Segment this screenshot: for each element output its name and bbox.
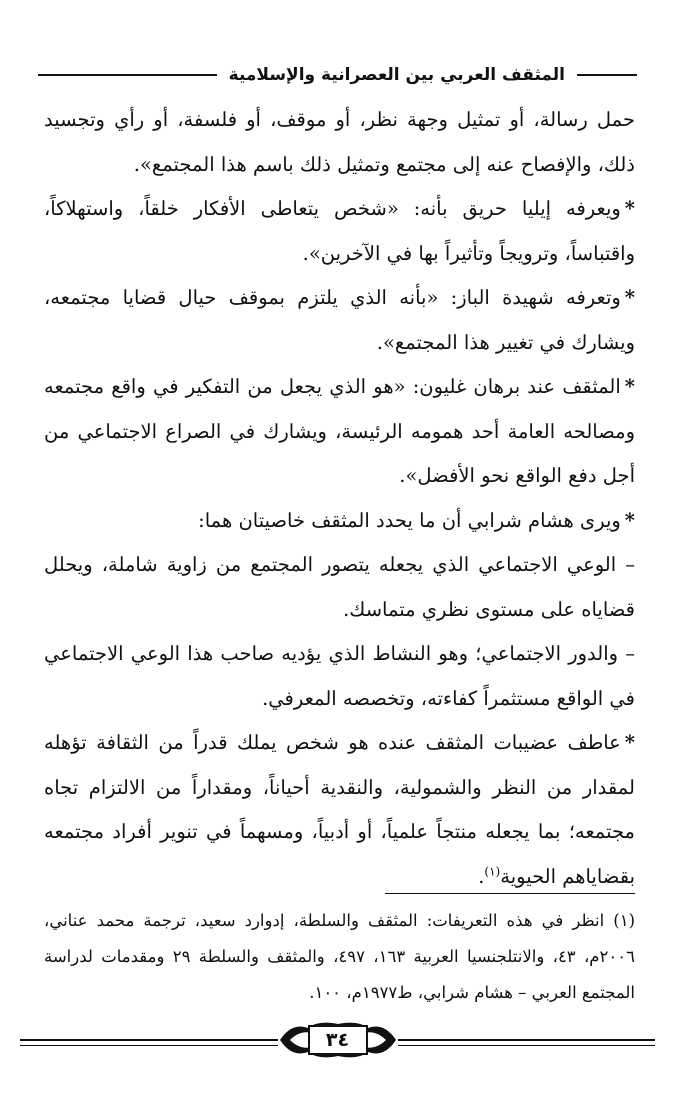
page-body xyxy=(44,98,635,899)
page-number: ٣٤ xyxy=(308,1025,368,1055)
running-header-title: المثقف العربي بين العصرانية والإسلامية xyxy=(228,65,565,85)
footnotes xyxy=(44,903,635,1011)
body-paragraph: – والدور الاجتماعي؛ وهو النشاط الذي يؤديه صاحب هذا الوعي الاجتماعي في الواقع مستثمراً كفاءته، وتخصصه المعرفي. xyxy=(44,642,635,710)
footer-rule-left xyxy=(20,1039,278,1041)
running-header xyxy=(38,58,637,92)
footnote-text: (١) انظر في هذه التعريفات: المثقف والسلطة، إدوارد سعيد، ترجمة محمد عناني، ٢٠٠٦م، ٤٣، والانتلجنسيا العربية ١٦٣، ٤٩٧، والمثقف والسلطة ٢٩ ومقدمات لدراسة المجتمع العربي – هشام شرابي، ط١٩٧٧م، ١٠٠. xyxy=(44,911,635,1002)
page-footer xyxy=(20,1014,655,1066)
body-paragraph: *المثقف عند برهان غليون: «هو الذي يجعل من التفكير في واقع مجتمعه ومصالحه العامة أحد همومه الرئيسة، ويشارك في الصراع الاجتماعي من أجل دفع الواقع نحو الأفضل». xyxy=(44,375,635,487)
bullet-star: * xyxy=(624,375,635,398)
bullet-star: * xyxy=(624,508,635,532)
bullet-star: * xyxy=(624,197,635,220)
header-rule-right xyxy=(577,74,637,76)
body-paragraph: حمل رسالة، أو تمثيل وجهة نظر، أو موقف، أو فلسفة، أو رأي وتجسيد ذلك، والإفصاح عنه إلى مجتمع وتمثيل ذلك باسم هذا المجتمع». xyxy=(44,108,635,176)
body-paragraph: *ويعرفه إيليا حريق بأنه: «شخص يتعاطى الأفكار خلقاً، واستهلاكاً، واقتباساً، وترويجاً وتأثيراً بها في الآخرين». xyxy=(44,197,635,265)
footnote-reference: (١) xyxy=(484,864,501,878)
bullet-star: * xyxy=(624,286,635,309)
page-number-ornament xyxy=(278,1018,398,1062)
body-paragraph: *ويرى هشام شرابي أن ما يحدد المثقف خاصيتان هما: xyxy=(198,508,635,532)
body-paragraph: *عاطف عضيبات المثقف عنده هو شخص يملك قدراً من الثقافة تؤهله لمقدار من النظر والشمولية، والنقدية أحياناً، ومقداراً من الالتزام تجاه مجتمعه؛ بما يجعله منتجاً علمياً، أو أدبياً، ومسهماً في تنوير أفراد مجتمعه بقضاياهم الحيوية$^{(١)}$. xyxy=(44,731,635,888)
footnote-separator xyxy=(385,893,635,894)
header-rule-left xyxy=(38,74,217,76)
footer-rule-right xyxy=(398,1039,656,1041)
bullet-star: * xyxy=(624,731,635,754)
body-paragraph: – الوعي الاجتماعي الذي يجعله يتصور المجتمع من زاوية شاملة، ويحلل قضاياه على مستوى نظري متماسك. xyxy=(44,553,635,621)
body-paragraph: *وتعرفه شهيدة الباز: «بأنه الذي يلتزم بموقف حيال قضايا مجتمعه، ويشارك في تغيير هذا المجتمع». xyxy=(44,286,635,354)
